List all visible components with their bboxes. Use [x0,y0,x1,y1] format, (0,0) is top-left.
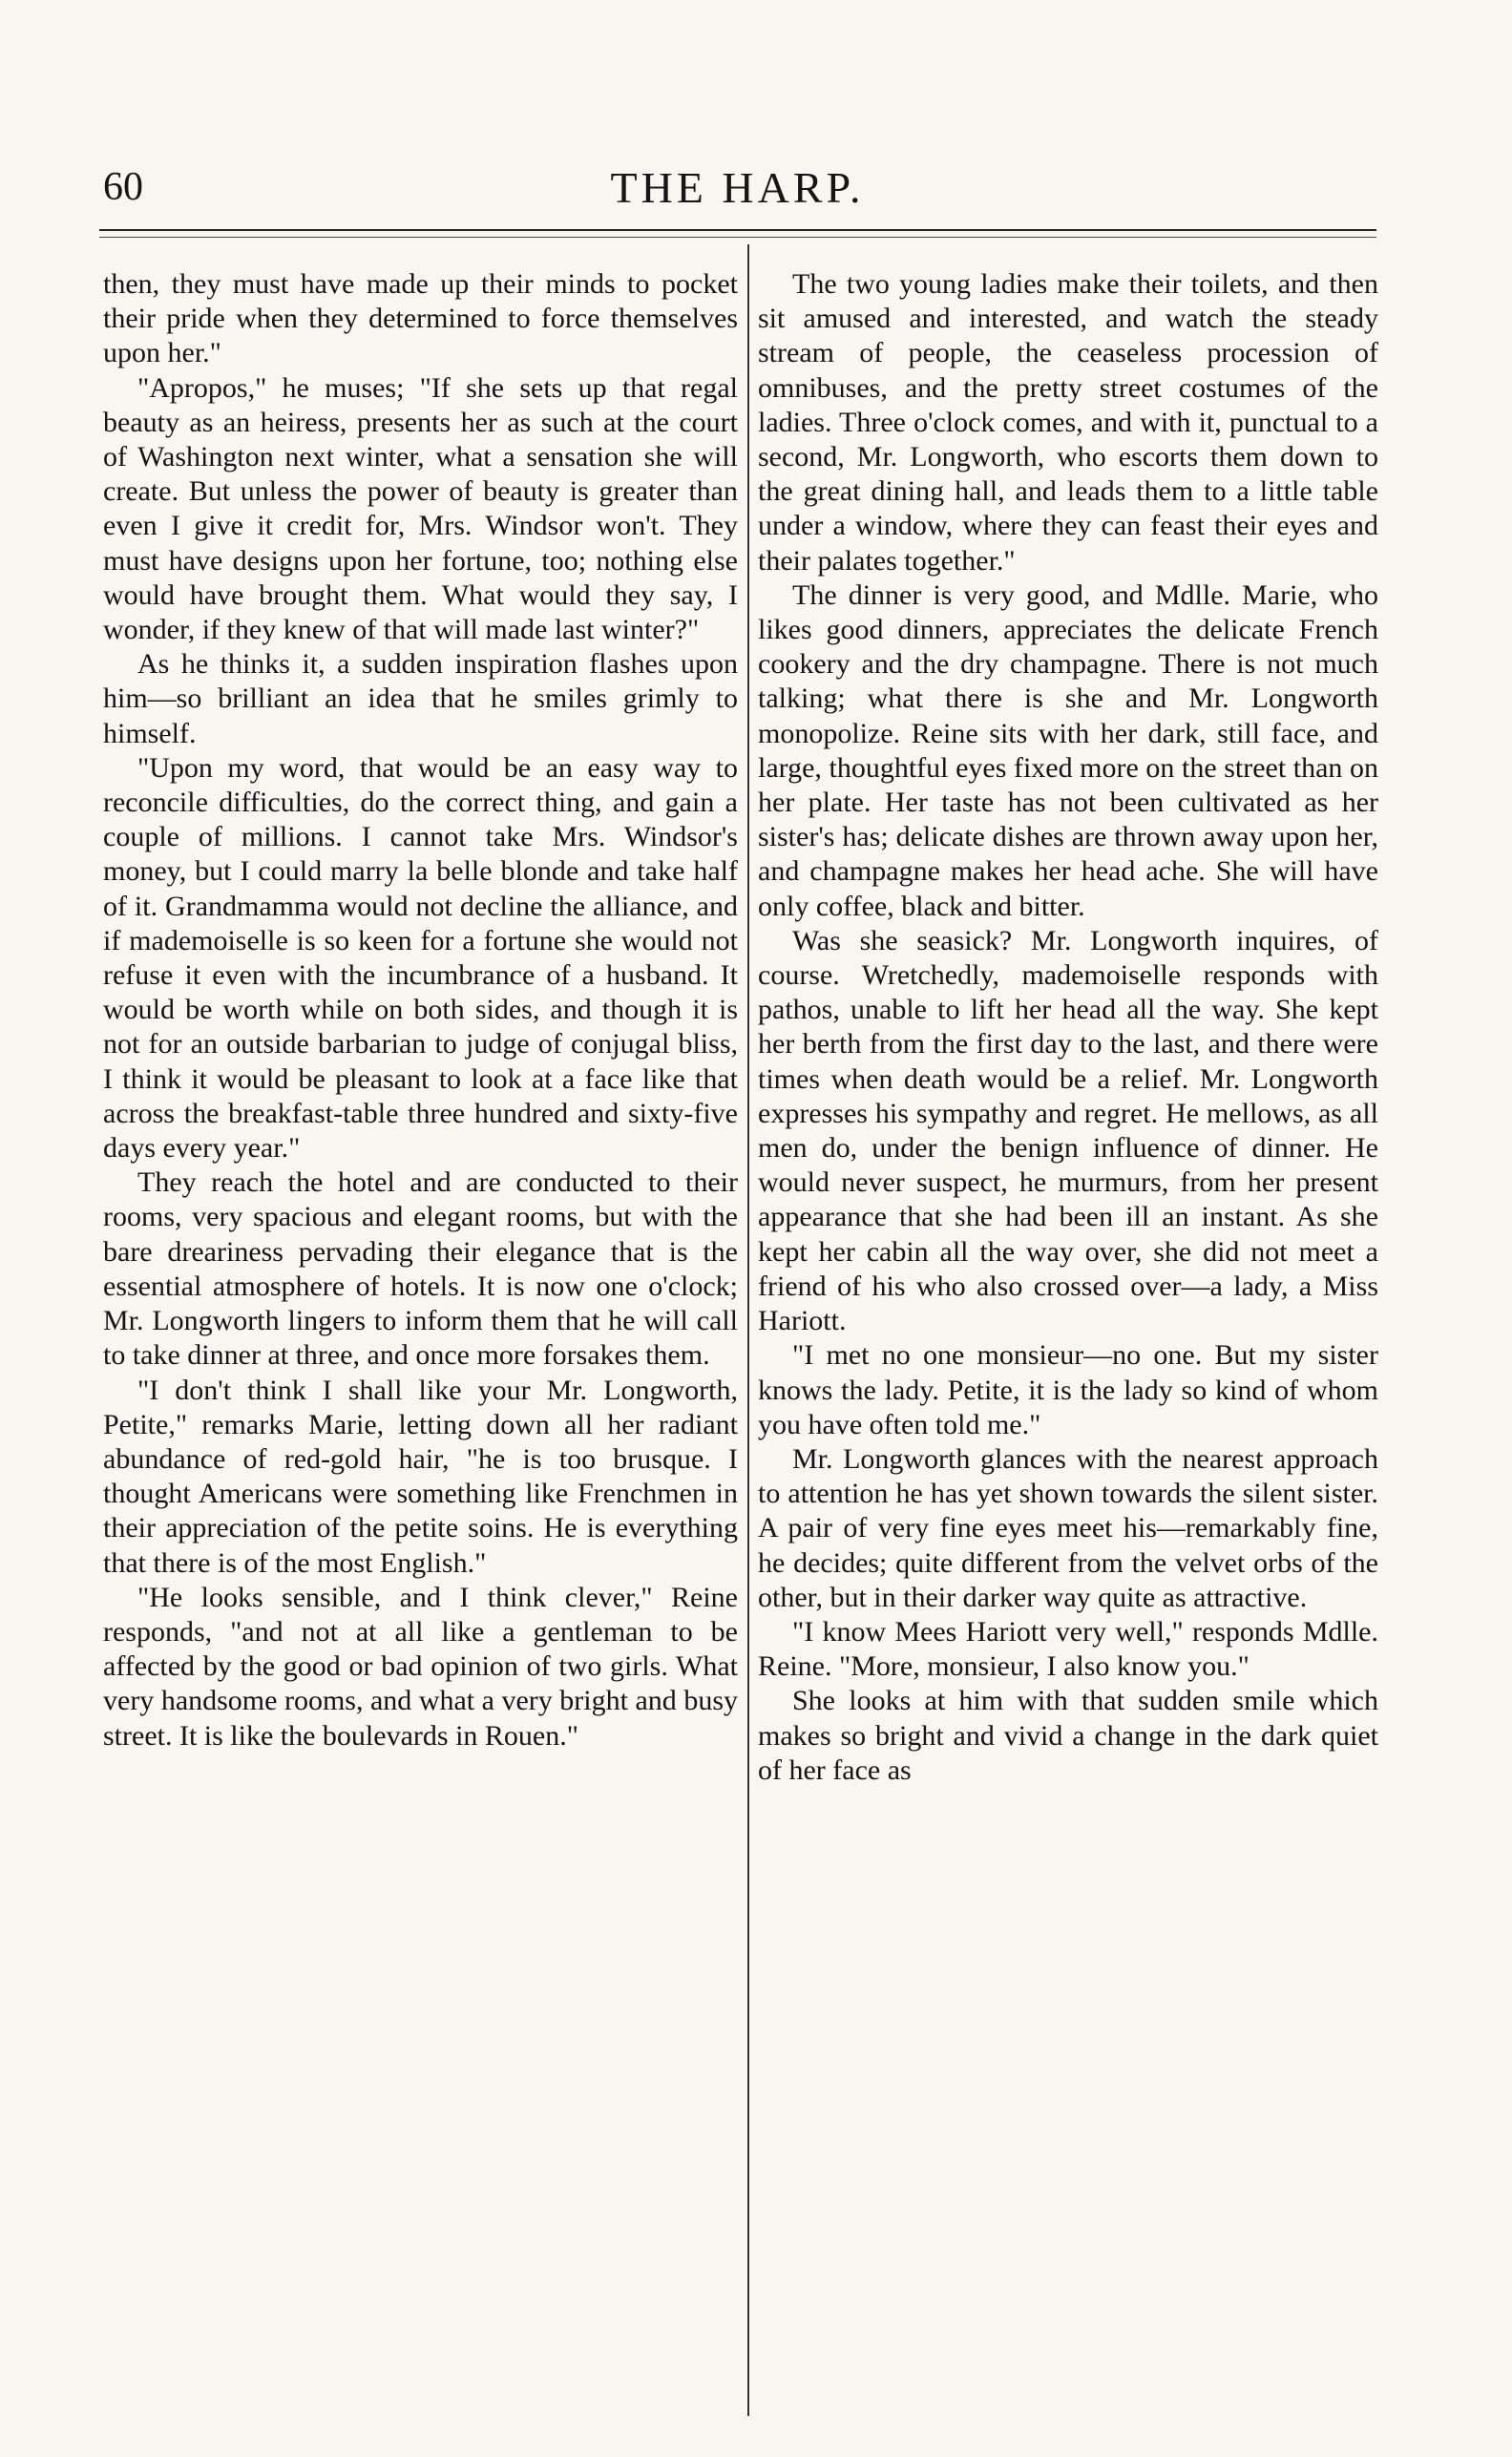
paragraph: The two young ladies make their toilets, and then sit amused and interested, and watch the steady stream of people, the ceaseless procession of omnibuses, and the pretty street costumes of the ladies. Three o'clock comes, and with it, punctual to a second, Mr. Longworth, who escorts them down to the great dining hall, and leads them to a little table under a window, where they can feast their eyes and their palates together." [758,268,1378,577]
right-column [758,267,1378,1788]
paragraph: then, they must have made up their minds to pocket their pride when they determined to force themselves upon her." [103,268,738,369]
paragraph: The dinner is very good, and Mdlle. Marie, who likes good dinners, appreciates the delicate French cookery and the dry champagne. There is not much talking; what there is she and Mr. Longworth monopolize. Reine sits with her dark, still face, and large, thoughtful eyes fixed more on the street than on her plate. Her taste has not been cultivated as her sister's has; delicate dishes are thrown away upon her, and champagne makes her head ache. She will have only coffee, black and bitter. [758,578,1378,922]
page-header [95,162,1379,229]
paragraph: Mr. Longworth glances with the nearest approach to attention he has yet shown towards the silent sister. A pair of very fine eyes meet his—remarkably fine, he decides; quite different from the velvet orbs of the other, but in their darker way quite as attractive. [758,1442,1378,1613]
paragraph: They reach the hotel and are conducted to their rooms, very spacious and elegant rooms, but with the bare dreariness pervading their elegance that is the essential atmosphere of hotels. It is now one o'clock; Mr. Longworth lingers to inform them that he will call to take dinner at three, and once more forsakes them. [103,1166,738,1372]
page-number: 60 [103,165,143,209]
column-divider [747,244,749,2416]
paragraph: "I know Mees Hariott very well," responds Mdlle. Reine. "More, monsieur, I also know you." [758,1615,1378,1683]
paragraph: She looks at him with that sudden smile which makes so bright and vivid a change in the dark quiet of her face as [758,1685,1378,1786]
paragraph: "He looks sensible, and I think clever," Reine responds, "and not at all like a gentleman to be affected by the good or bad opinion of two girls. What very handsome rooms, and what a very bright and busy street. It is like the boulevards in Rouen." [103,1581,738,1752]
journal-title: THE HARP. [610,163,865,212]
paragraph: Was she seasick? Mr. Longworth inquires, of course. Wretchedly, mademoiselle responds with pathos, unable to lift her head all the way. She kept her berth from the first day to the last, and there were times when death would be a relief. Mr. Longworth expresses his sympathy and regret. He mellows, as all men do, under the benign influence of dinner. He would never suspect, he murmurs, from her present appearance that she had been ill an instant. As she kept her cabin all the way over, she did not meet a friend of his who also crossed over—a lady, a Miss Hariott. [758,924,1378,1337]
paragraph: "I met no one monsieur—no one. But my sister knows the lady. Petite, it is the lady so kind of whom you have often told me." [758,1339,1378,1440]
paragraph: As he thinks it, a sudden inspiration flashes upon him—so brilliant an idea that he smiles grimly to himself. [103,648,738,749]
paragraph: "Apropos," he muses; "If she sets up that regal beauty as an heiress, presents her as such at the court of Washington next winter, what a sensation she will create. But unless the power of beauty is greater than even I give it credit for, Mrs. Windsor won't. They must have designs upon her fortune, too; nothing else would have brought them. What would they say, I wonder, if they knew of that will made last winter?" [103,371,738,646]
left-column [103,267,738,1754]
header-rule-thin [99,237,1376,238]
paragraph: "Upon my word, that would be an easy way to reconcile difficulties, do the correct thing, and gain a couple of millions. I cannot take Mrs. Windsor's money, but I could marry la belle blonde and take half of it. Grandmamma would not decline the alliance, and if mademoiselle is so keen for a fortune she would not refuse it even with the incumbrance of a husband. It would be worth while on both sides, and though it is not for an outside barbarian to judge of conjugal bliss, I think it would be pleasant to look at a face like that across the breakfast-table three hundred and sixty-five days every year." [103,751,738,1165]
header-rule [99,229,1376,231]
paragraph: "I don't think I shall like your Mr. Longworth, Petite," remarks Marie, letting down all her radiant abundance of red-gold hair, "he is too brusque. I thought Americans were something like Frenchmen in their appreciation of the petite soins. He is everything that there is of the most English." [103,1374,738,1579]
